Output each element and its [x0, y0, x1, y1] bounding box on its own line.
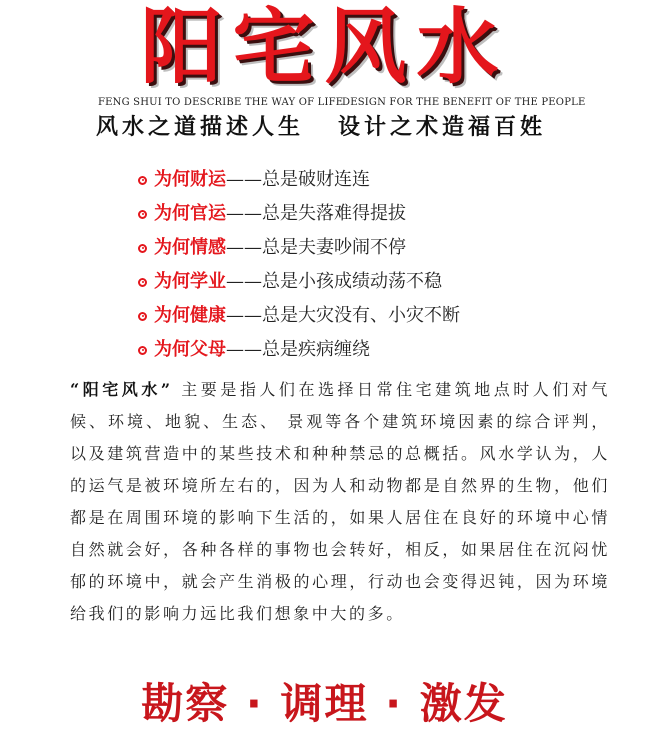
question-answer: ——总是大灾没有、小灾不断 — [226, 305, 460, 326]
question-label: 为何健康 — [154, 305, 226, 326]
question-answer: ——总是夫妻吵闹不停 — [226, 237, 406, 258]
english-subtitle-left: FENG SHUI TO DESCRIBE THE WAY OF LIFE — [98, 97, 344, 108]
bullet-icon — [138, 210, 147, 219]
question-label: 为何情感 — [154, 237, 226, 258]
list-item — [138, 333, 460, 367]
question-label: 为何父母 — [154, 339, 226, 360]
body-text: 主要是指人们在选择日常住宅建筑地点时人们对气候、环境、地貌、生态、 景观等各个建筑环境因素的综合评判，以及建筑营造中的某些技术和种种禁忌的总概括。风水学认为，人的运气是被环境所左右的，因为人和动物都是自然界的生物，他们都是在周围环境的影响下生活的，如果人居住在良好的环境中心情自然就会好，各种各样的事物也会转好，相反，如果居住在沉闷忧郁的环境中，就会产生消极的心理，行动也会变得迟钝，因为环境给我们的影响力远比我们想象中大的多。 — [70, 380, 610, 623]
question-label: 为何财运 — [154, 169, 226, 190]
chinese-subtitle-left: 风水之道描述人生 — [96, 115, 305, 140]
bullet-icon — [138, 278, 147, 287]
bullet-icon — [138, 312, 147, 321]
english-subtitle-right: DESIGN FOR THE BENEFIT OF THE PEOPLE — [342, 97, 586, 108]
list-item — [138, 265, 460, 299]
chinese-subtitle-right: 设计之术造福百姓 — [338, 115, 547, 140]
page-title: 阳宅风水 — [140, 0, 509, 95]
bullet-icon — [138, 244, 147, 253]
list-item — [138, 231, 460, 265]
slogan: 勘察 · 调理 · 激发 — [141, 679, 508, 728]
list-item — [138, 299, 460, 333]
question-answer: ——总是失落难得提拔 — [226, 203, 406, 224]
bullet-icon — [138, 346, 147, 355]
bullet-icon — [138, 176, 147, 185]
question-label: 为何学业 — [154, 271, 226, 292]
question-label: 为何官运 — [154, 203, 226, 224]
body-paragraph — [70, 374, 610, 630]
body-lead: “阳宅风水” — [70, 380, 173, 399]
question-answer: ——总是破财连连 — [226, 169, 370, 190]
list-item — [138, 197, 460, 231]
question-list — [138, 163, 460, 367]
question-answer: ——总是疾病缠绕 — [226, 339, 370, 360]
list-item — [138, 163, 460, 197]
question-answer: ——总是小孩成绩动荡不稳 — [226, 271, 442, 292]
